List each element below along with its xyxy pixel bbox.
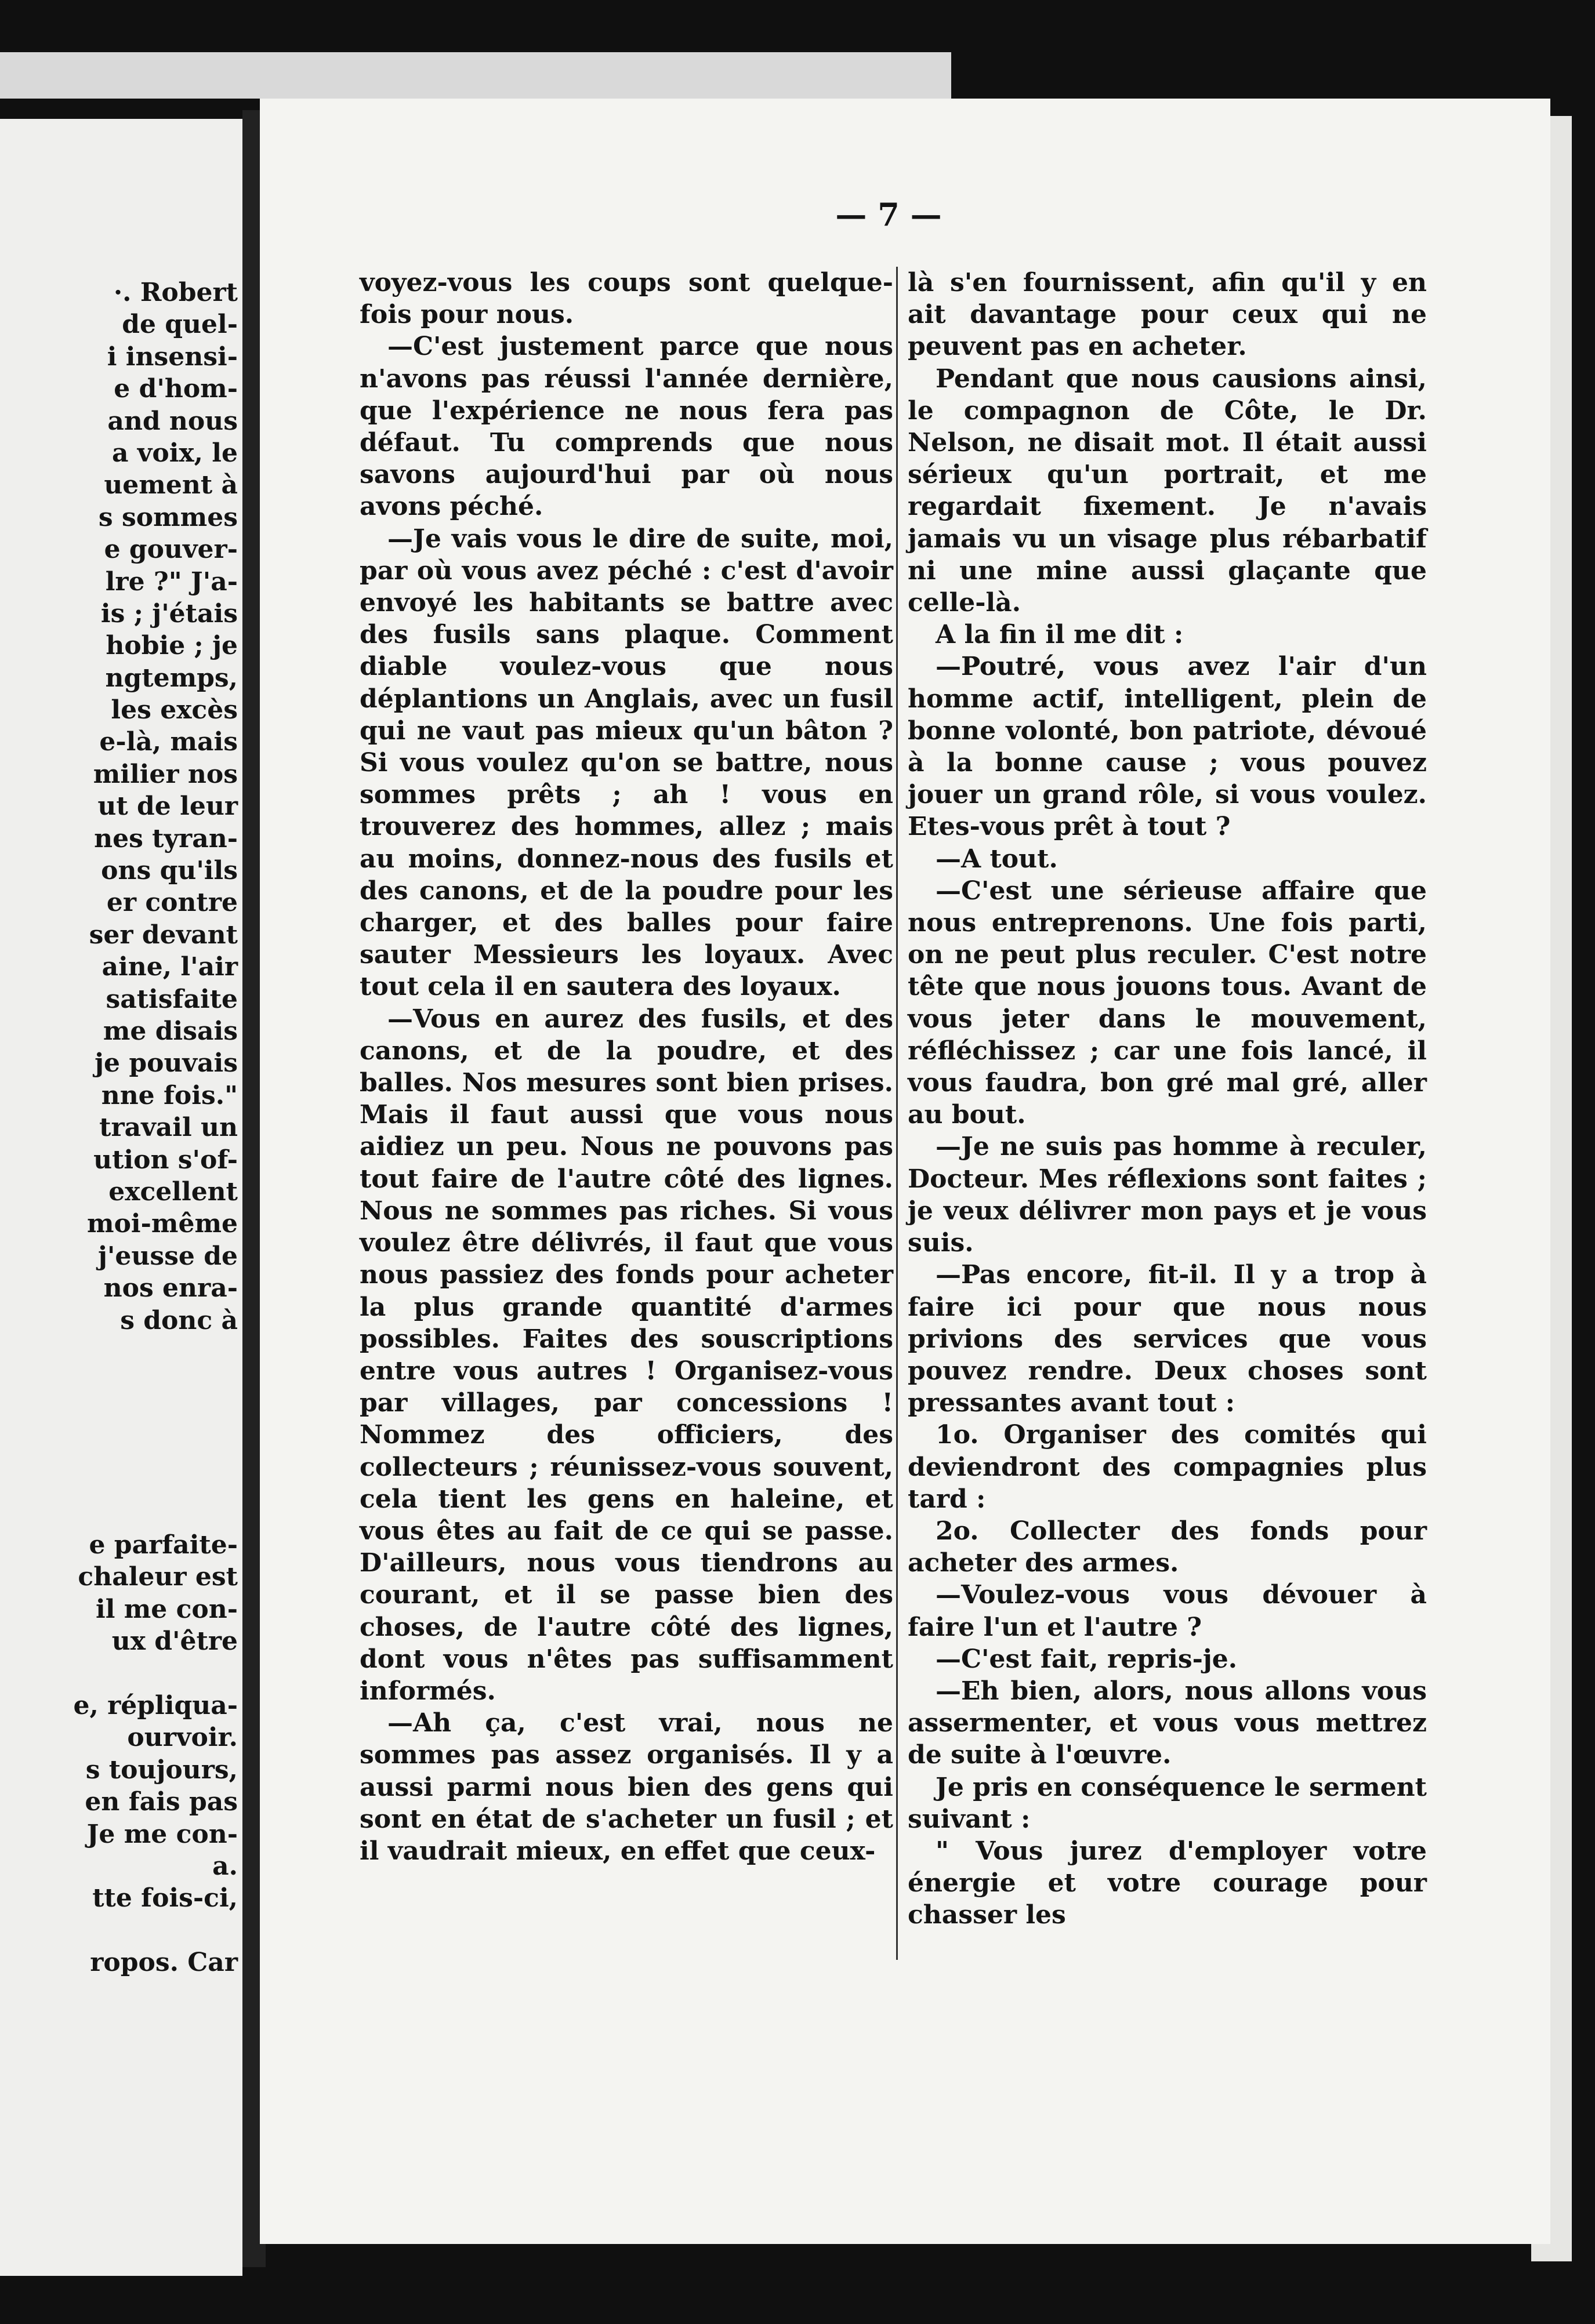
left-page-line: nne fois." <box>101 1080 238 1110</box>
left-page-line: e parfaite- <box>89 1530 238 1560</box>
left-page-line: s sommes <box>98 502 238 532</box>
paragraph: " Vous jurez d'employer votre énergie et votre courage pour chasser les <box>908 1836 1427 1930</box>
left-page-line: s toujours, <box>85 1755 238 1785</box>
paragraph: —Eh bien, alors, nous allons vous assermenter, et vous vous mettrez de suite à l'œuvre. <box>908 1676 1427 1770</box>
left-page-line: milier nos <box>93 759 238 789</box>
left-page-fragment <box>0 119 242 2276</box>
left-page-line: chaleur est <box>78 1562 238 1592</box>
left-page-line: excellent <box>108 1176 238 1207</box>
left-page-line: hobie ; je <box>106 631 238 661</box>
left-page-line: ut de leur <box>97 791 238 822</box>
left-page-line: and nous <box>107 406 238 436</box>
text-column-left <box>360 267 893 1867</box>
left-page-line: ons qu'ils <box>101 856 238 886</box>
left-page-line: e-là, mais <box>99 727 238 757</box>
left-page-line: de quel- <box>122 310 238 340</box>
paragraph: —C'est fait, repris-je. <box>936 1644 1238 1674</box>
left-page-line <box>0 1658 242 1690</box>
left-page-line: travail un <box>99 1113 238 1143</box>
paragraph: Pendant que nous causions ainsi, le compagnon de Côte, le Dr. Nelson, ne disait mot. Il était aussi sérieux qu'un portrait, et me regardait fixement. Je n'avais jamais vu un visage plus rébarbatif ni une mine aussi glaçante que celle-là. <box>908 364 1427 618</box>
left-page-line: nos enra- <box>103 1273 238 1303</box>
paragraph: 2o. Collecter des fonds pour acheter des armes. <box>908 1516 1427 1578</box>
left-page-line <box>0 1915 242 1947</box>
left-page-line: ourvoir. <box>127 1723 238 1753</box>
left-page-line: ·. Robert <box>113 278 238 307</box>
left-page-line: ngtemps, <box>105 663 238 693</box>
left-page-line: nes tyran- <box>94 823 238 854</box>
paragraph: —Je vais vous le dire de suite, moi, par où vous avez péché : c'est d'avoir envoyé les habitants se battre avec des fusils sans plaque. Comment diable voulez-vous que nous déplantions un Anglais, avec un fusil qui ne vaut pas mieux qu'un bâton ? Si vous voulez qu'on se battre, nous sommes prêts ; ah ! vous en trouverez des hommes, allez ; mais au moins, donnez-nous des fusils et des canons, et de la poudre pour les charger, et des balles pour faire sauter Messieurs les loyaux. Avec tout cela il en sautera des loyaux. <box>360 524 893 1002</box>
left-page-line: a voix, le <box>111 438 238 468</box>
left-page-line: ser devant <box>89 920 238 950</box>
left-page-line: a. <box>212 1851 238 1881</box>
paragraph: —Voulez-vous vous dévouer à faire l'un et l'autre ? <box>908 1580 1427 1642</box>
paragraph: —C'est une sérieuse affaire que nous entreprenons. Une fois parti, on ne peut plus reculer. C'est notre tête que nous jouons tous. Avant de vous jeter dans le mouvement, réfléchissez ; car une fois lancé, il vous faudra, bon gré mal gré, aller au bout. <box>908 876 1427 1130</box>
paragraph: Je pris en conséquence le serment suivant : <box>908 1772 1427 1834</box>
left-page-line: is ; j'étais <box>100 598 238 629</box>
paragraph: A la fin il me dit : <box>936 620 1184 650</box>
left-page-line: j'eusse de <box>98 1241 238 1271</box>
left-page-line: moi-même <box>87 1209 238 1239</box>
left-page-line: tte fois-ci, <box>92 1883 238 1913</box>
text-column-right <box>908 267 1427 1931</box>
left-page-line: lre ?" J'a- <box>105 567 238 597</box>
paragraph: —Poutré, vous avez l'air d'un homme actif, intelligent, plein de bonne volonté, bon patriote, dévoué à la bonne cause ; vous pouvez jouer un grand rôle, si vous voulez. Etes-vous prêt à tout ? <box>908 652 1427 842</box>
paragraph: là s'en fournissent, afin qu'il y en ait davantage pour ceux qui ne peuvent pas en acheter. <box>908 268 1427 362</box>
left-page-lines-lower <box>0 1529 242 1978</box>
column-rule <box>896 267 898 1960</box>
binding-strip <box>0 52 951 99</box>
left-page-line: e d'hom- <box>114 374 238 404</box>
left-page-line: uement à <box>104 470 238 500</box>
left-page-line: s donc à <box>120 1305 238 1335</box>
left-page-line: i insensi- <box>107 342 238 372</box>
paragraph: —Ah ça, c'est vrai, nous ne sommes pas assez organisés. Il y a aussi parmi nous bien des gens qui sont en état de s'acheter un fusil ; et il vaudrait mieux, en effet que ceux- <box>360 1708 893 1866</box>
left-page-line: er contre <box>106 888 238 918</box>
paragraph: —A tout. <box>936 844 1058 874</box>
page-number: — 7 — <box>835 196 942 233</box>
paragraph: —C'est justement parce que nous n'avons pas réussi l'année dernière, que l'expérience ne nous fera pas défaut. Tu comprends que nous savons aujourd'hui par où nous avons péché. <box>360 332 893 522</box>
left-page-line: ution s'of- <box>93 1145 238 1175</box>
left-page-line: me disais <box>103 1016 238 1046</box>
left-page-lines <box>0 277 242 1337</box>
left-page-line: ux d'être <box>111 1626 238 1657</box>
left-page-line: aine, l'air <box>102 952 238 982</box>
paragraph: 1o. Organiser des comités qui deviendront des compagnies plus tard : <box>908 1420 1427 1514</box>
paragraph: —Je ne suis pas homme à reculer, Docteur. Mes réflexions sont faites ; je veux délivrer mon pays et je vous suis. <box>908 1132 1427 1258</box>
left-page-line: en fais pas <box>85 1787 238 1817</box>
left-page-line: je pouvais <box>95 1048 238 1079</box>
left-page-line: ropos. Car <box>90 1948 238 1978</box>
left-page-line: il me con- <box>95 1594 238 1624</box>
paragraph: voyez-vous les coups sont quelque-fois pour nous. <box>360 268 893 330</box>
paragraph: —Vous en aurez des fusils, et des canons, et de la poudre, et des balles. Nos mesures sont bien prises. Mais il faut aussi que vous nous aidiez un peu. Nous ne pouvons pas tout faire de l'autre côté des lignes. Nous ne sommes pas riches. Si vous voulez être délivrés, il faut que vous nous passiez des fonds pour acheter la plus grande quantité d'armes possibles. Faites des souscriptions entre vous autres ! Organisez-vous par villages, par concessions ! Nommez des officiers, des collecteurs ; réunissez-vous souvent, cela tient les gens en haleine, et vous êtes au fait de ce qui se passe. D'ailleurs, nous vous tiendrons au courant, et il se passe bien des choses, de l'autre côté des lignes, dont vous n'êtes pas suffisamment informés. <box>360 1004 893 1706</box>
left-page-line: les excès <box>111 695 238 725</box>
left-page-line: Je me con- <box>86 1819 238 1849</box>
left-page-line: satisfaite <box>106 984 238 1014</box>
left-page-line: e gouver- <box>104 535 238 565</box>
paragraph: —Pas encore, fit-il. Il y a trop à faire ici pour que nous nous privions des services que vous pouvez rendre. Deux choses sont pressantes avant tout : <box>908 1260 1427 1418</box>
left-page-line: e, répliqua- <box>73 1690 238 1720</box>
